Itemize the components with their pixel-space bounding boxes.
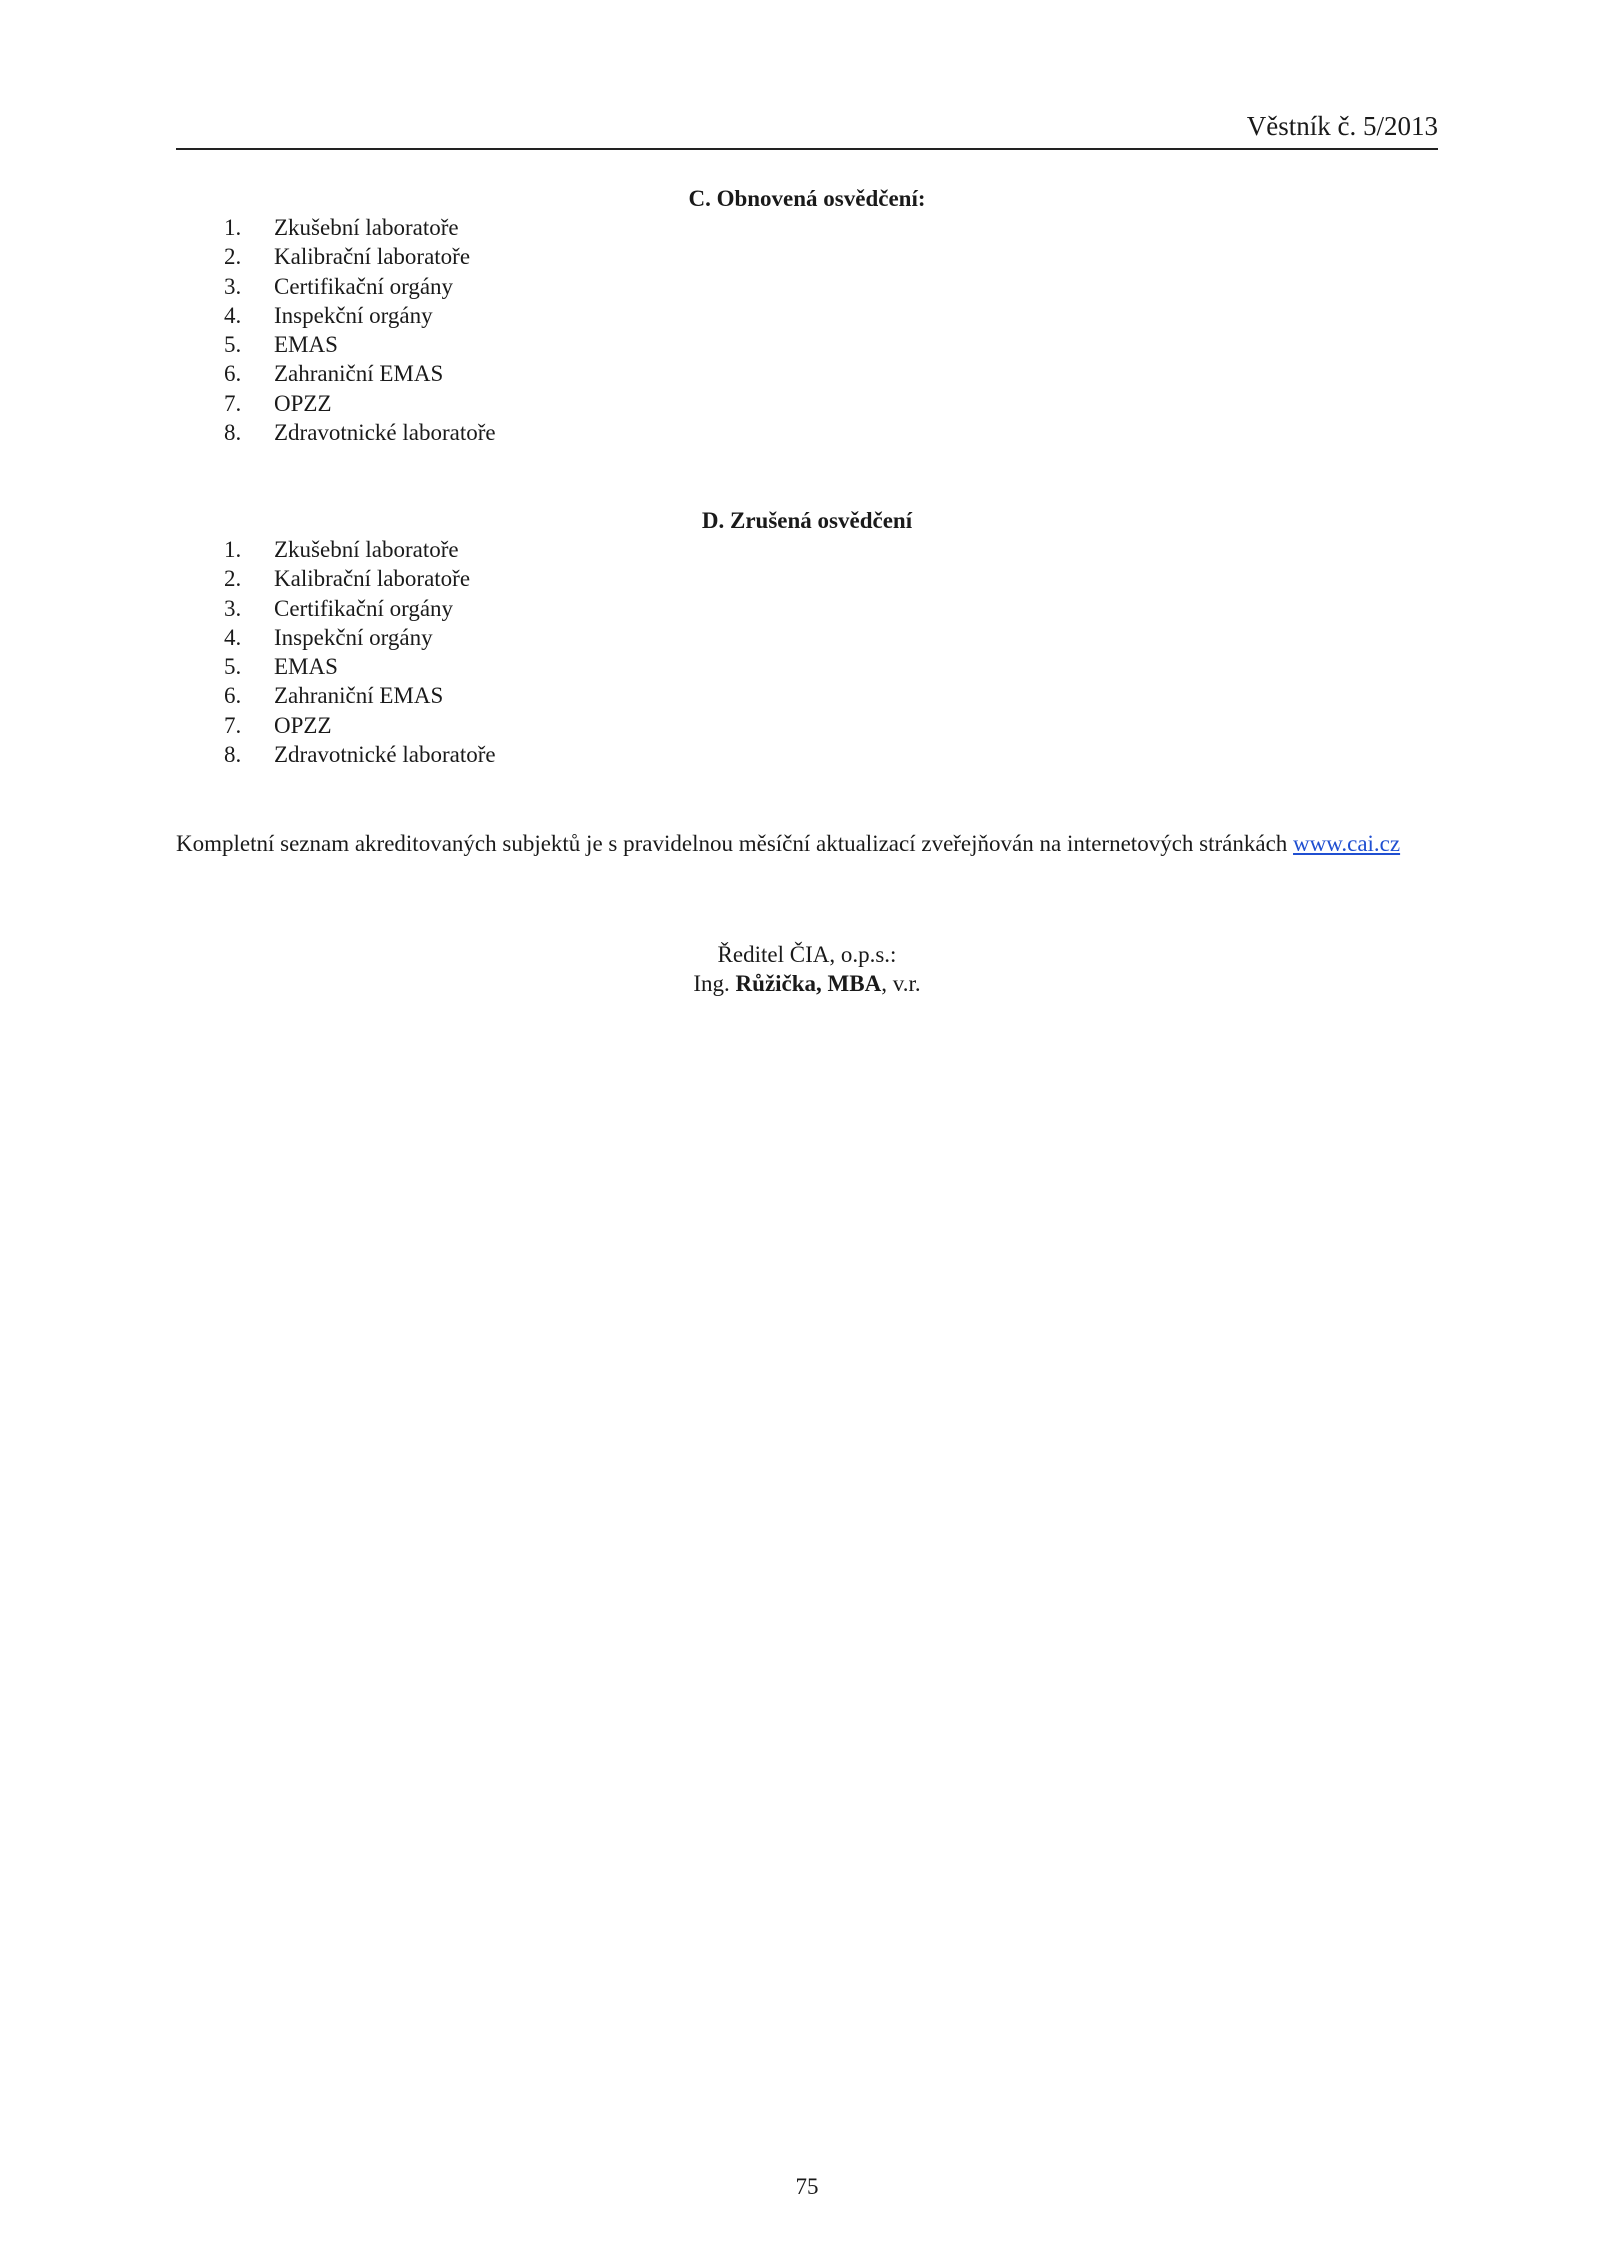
list-item-label: Zahraniční EMAS xyxy=(274,683,444,709)
signature-name-line xyxy=(176,969,1438,998)
section-d-heading: D. Zrušená osvědčení xyxy=(701,508,913,533)
list-item-number: 8. xyxy=(224,742,242,768)
list-item-number: 1. xyxy=(224,537,242,562)
list-item-label: Zdravotnické laboratoře xyxy=(274,742,496,768)
list-item-label: Certifikační orgány xyxy=(274,273,454,299)
list-item-number: 2. xyxy=(224,244,242,270)
signature-prefix: Ing. xyxy=(693,971,736,996)
signature-name: Růžička, MBA xyxy=(735,971,882,996)
list-item-number: 3. xyxy=(224,273,242,299)
list-item-label: EMAS xyxy=(274,654,338,680)
list-item-number: 4. xyxy=(224,302,242,328)
list-item-number: 4. xyxy=(224,624,242,650)
list-item-number: 7. xyxy=(224,712,242,738)
list-item-number: 3. xyxy=(224,595,242,621)
journal-title: Věstník č. 5/2013 xyxy=(1246,111,1438,141)
list-item-label: Zkušební laboratoře xyxy=(274,537,459,562)
page-header xyxy=(176,110,1438,150)
page-number: 75 xyxy=(795,2174,819,2199)
list-item-number: 7. xyxy=(224,390,242,416)
list-item-label: Kalibrační laboratoře xyxy=(274,566,471,592)
list-item-number: 1. xyxy=(224,215,242,240)
list-item-label: Inspekční orgány xyxy=(274,302,433,328)
list-item-label: Certifikační orgány xyxy=(274,595,454,621)
signature-suffix: , v.r. xyxy=(881,971,921,996)
list-item-label: OPZZ xyxy=(274,390,332,416)
list-item-label: OPZZ xyxy=(274,712,332,738)
accreditation-note xyxy=(176,829,1438,859)
list-item-number: 5. xyxy=(224,332,242,358)
accreditation-note-text: Kompletní seznam akreditovaných subjektů je s pravidelnou měsíční aktualizací zveřejňován na internetových stránkách xyxy=(176,831,1294,856)
list-item-number: 2. xyxy=(224,566,242,592)
list-item-label: EMAS xyxy=(274,332,338,358)
list-item-number: 5. xyxy=(224,654,242,680)
list-item-label: Zdravotnické laboratoře xyxy=(274,420,496,446)
section-c-heading: C. Obnovená osvědčení: xyxy=(688,186,926,211)
list-item-number: 8. xyxy=(224,420,242,446)
list-item-label: Kalibrační laboratoře xyxy=(274,244,471,270)
list-item-label: Zkušební laboratoře xyxy=(274,215,459,240)
list-item-label: Inspekční orgány xyxy=(274,624,433,650)
list-item-number: 6. xyxy=(224,361,242,387)
list-item-label: Zahraniční EMAS xyxy=(274,361,444,387)
signature-title: Ředitel ČIA, o.p.s.: xyxy=(717,942,897,967)
cai-website-link[interactable]: www.cai.cz xyxy=(1293,831,1401,856)
list-item-number: 6. xyxy=(224,683,242,709)
